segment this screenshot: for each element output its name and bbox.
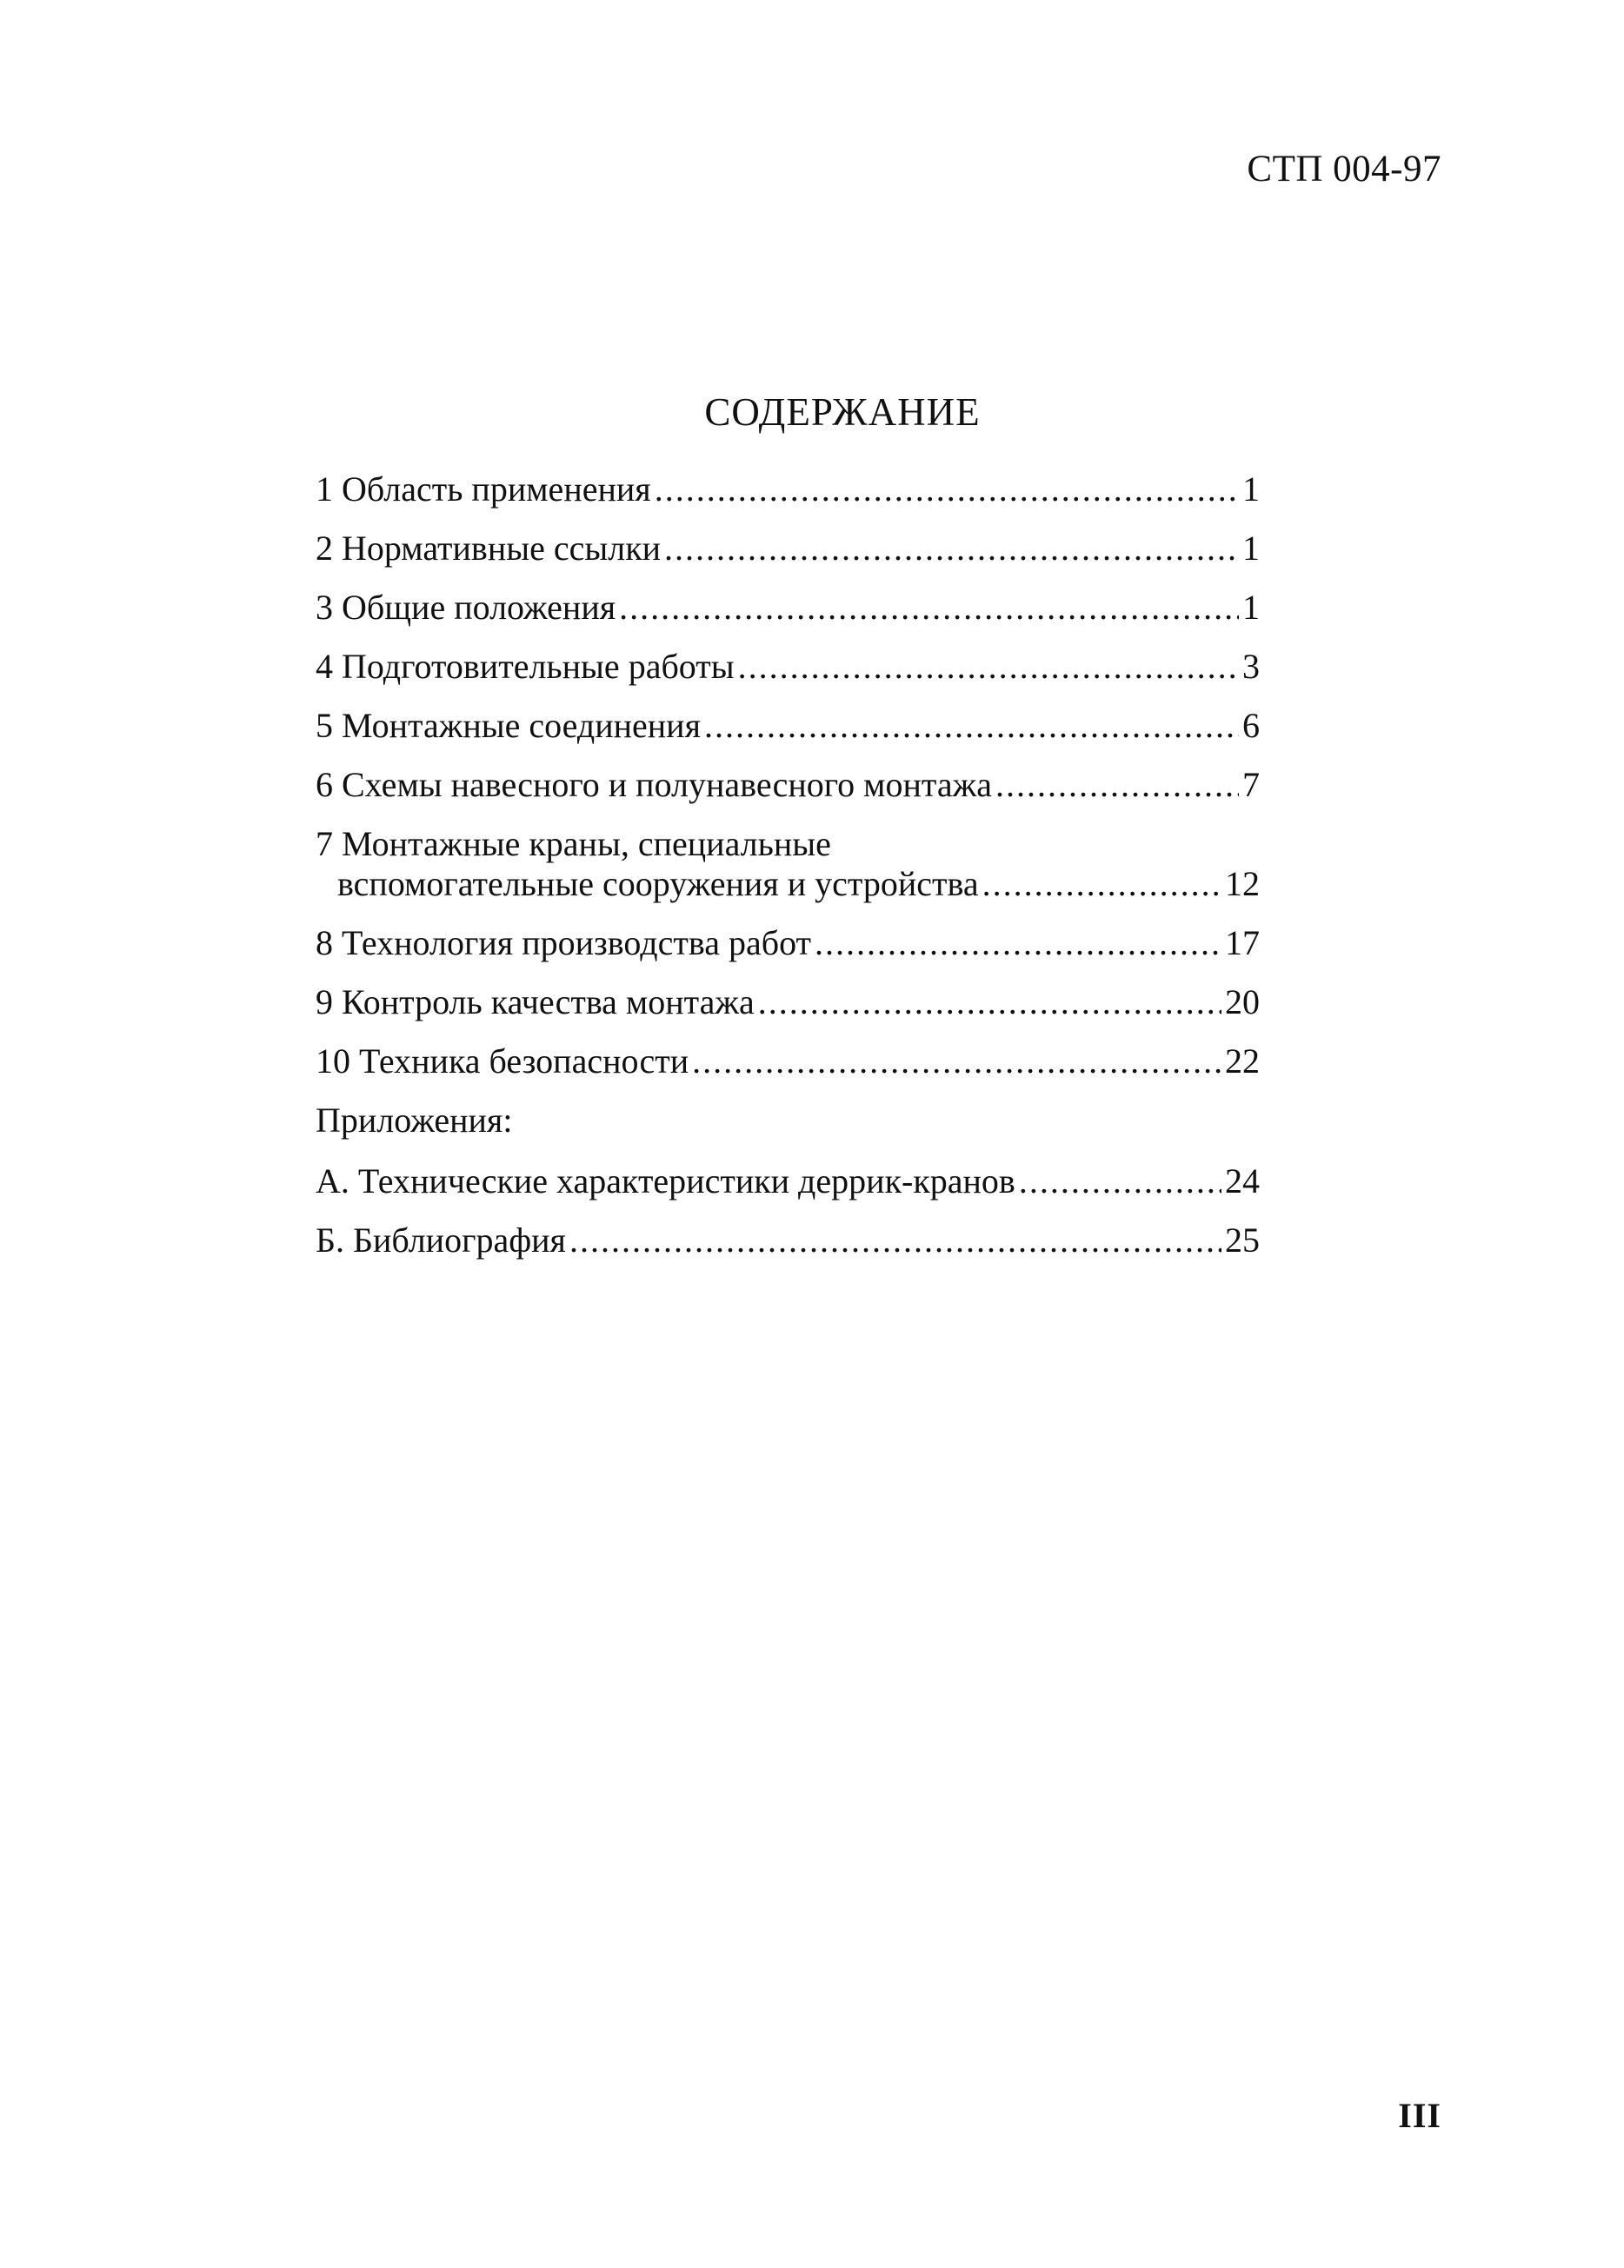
toc-dot-leader xyxy=(619,588,1239,628)
toc-entry-continuation xyxy=(316,864,1260,904)
toc-entry-page: 3 xyxy=(1242,647,1260,686)
toc-entry-page: 7 xyxy=(1242,765,1260,804)
toc-entry-page: 1 xyxy=(1242,469,1260,509)
toc-entry-label: 1 Область применения xyxy=(316,469,651,509)
toc-entry-page: 6 xyxy=(1242,706,1260,745)
toc-entry xyxy=(316,1041,1260,1081)
toc-entry xyxy=(316,765,1260,805)
toc-entry xyxy=(316,923,1260,963)
toc-entry-label: А. Технические характеристики деррик-кранов xyxy=(316,1161,1015,1201)
toc-dot-leader xyxy=(655,469,1239,509)
toc-entry-label: 8 Технология производства работ xyxy=(316,923,812,962)
toc-entry xyxy=(316,647,1260,687)
toc-dot-leader xyxy=(664,529,1239,569)
page-number: III xyxy=(1398,2096,1441,2135)
toc-entry-label-continued: вспомогательные сооружения и устройства xyxy=(337,864,979,903)
toc-entry-label: Б. Библиография xyxy=(316,1220,566,1260)
toc-entry-page: 25 xyxy=(1225,1220,1260,1260)
toc-dot-leader xyxy=(982,864,1221,904)
toc-entry-label: 9 Контроль качества монтажа xyxy=(316,982,755,1021)
toc-appendix-entry xyxy=(316,1220,1260,1260)
toc-appendix-entry xyxy=(316,1161,1260,1201)
appendix-heading: Приложения: xyxy=(316,1101,513,1140)
toc-entry xyxy=(316,982,1260,1022)
document-code: СТП 004-97 xyxy=(1247,149,1441,190)
toc-entry-label: 7 Монтажные краны, специальные xyxy=(316,824,831,863)
toc-entry-page: 17 xyxy=(1225,923,1260,962)
toc-title: СОДЕРЖАНИЕ xyxy=(704,390,981,434)
toc-entry xyxy=(316,706,1260,746)
toc-entry-label: 4 Подготовительные работы xyxy=(316,647,735,686)
toc-entry-page: 20 xyxy=(1225,982,1260,1021)
toc-entry-page: 12 xyxy=(1225,864,1260,903)
toc-dot-leader xyxy=(995,765,1239,805)
toc-entry xyxy=(316,824,1260,904)
toc-dot-leader xyxy=(815,923,1221,963)
toc-entry xyxy=(316,588,1260,628)
toc-entry-page: 24 xyxy=(1225,1161,1260,1201)
toc-entry xyxy=(316,529,1260,569)
toc-entry-label: 5 Монтажные соединения xyxy=(316,706,701,745)
table-of-contents xyxy=(316,469,1260,1280)
toc-dot-leader xyxy=(758,982,1221,1022)
toc-dot-leader xyxy=(1019,1161,1221,1201)
toc-entry-page: 1 xyxy=(1242,529,1260,568)
toc-dot-leader xyxy=(569,1220,1221,1260)
toc-entry-label: 2 Нормативные ссылки xyxy=(316,529,662,568)
toc-entry-label: 6 Схемы навесного и полунавесного монтажа xyxy=(316,765,992,804)
toc-dot-leader xyxy=(704,706,1239,746)
toc-dot-leader xyxy=(692,1041,1221,1081)
toc-entry xyxy=(316,469,1260,509)
toc-entry-page: 22 xyxy=(1225,1041,1260,1081)
toc-dot-leader xyxy=(738,647,1239,687)
toc-entry-label: 10 Техника безопасности xyxy=(316,1041,689,1081)
toc-entry-label: 3 Общие положения xyxy=(316,588,616,627)
toc-entry-page: 1 xyxy=(1242,588,1260,627)
